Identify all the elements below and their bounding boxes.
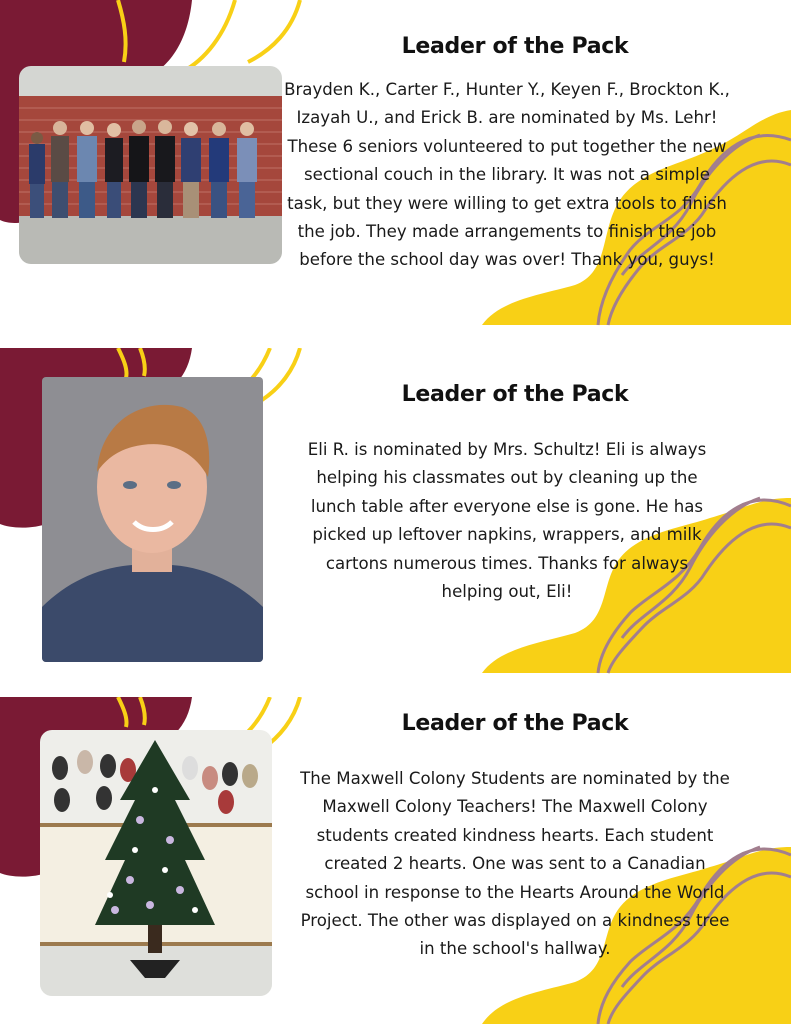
portrait-image [42,377,263,662]
group-photo [19,66,282,264]
section-body-text: Eli R. is nominated by Mrs. Schultz! Eli is always helping his classmates out by cleaning up the lunch table after everyone else is gone. He has picked up leftover napkins, wrappers, and milk cartons numerous times. Thanks for always helping out, Eli! [307,440,707,602]
nomination-section-3 [0,697,791,1024]
group-photo-image [19,66,282,264]
student-portrait [42,377,263,662]
kindness-tree-image [40,730,272,996]
section-body-text: The Maxwell Colony Students are nominated by the Maxwell Colony Teachers! The Maxwell Colony students created kindness hearts. Each student created 2 hearts. One was sent to a Canadian school in response to the Hearts Around the World Project. The other was displayed on a kindness tree in the school's hallway. [300,769,730,959]
nomination-section-2 [0,348,791,683]
kindness-tree-photo [40,730,272,996]
section-title: Leader of the Pack [401,34,629,59]
nomination-section-1 [0,0,791,335]
section-body-text: Brayden K., Carter F., Hunter Y., Keyen F., Brockton K., Izayah U., and Erick B. are nominated by Ms. Lehr! These 6 seniors volunteered to put together the new sectional couch in the library. It was not a simple task, but they were willing to get extra tools to finish the job. They made arrangements to finish the job before the school day was over! Thank you, guys! [284,80,730,270]
section-title: Leader of the Pack [401,711,629,736]
yellow-arc [248,0,300,62]
section-title: Leader of the Pack [401,382,629,407]
